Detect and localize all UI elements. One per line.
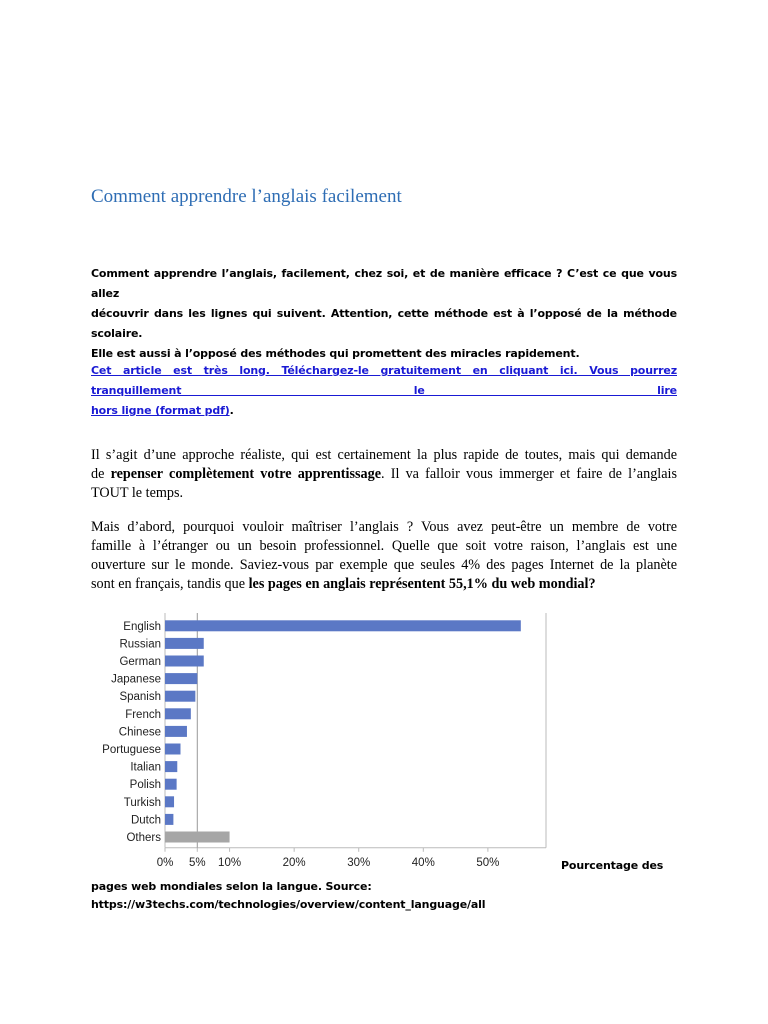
x-tick-label: 50% [476,856,500,869]
paragraph-line: Il s’agit d’une approche réaliste, qui est certainement la plus rapide de toutes, mais qui demande [91,447,677,463]
intro-line: découvrir dans les lignes qui suivent. Attention, cette méthode est à l’opposé de la méthode scolaire. [91,307,677,340]
source-url: https://w3techs.com/technologies/overview/content_language/all [91,898,486,911]
bar-portuguese [165,744,180,755]
download-notice [91,361,677,421]
category-label: German [119,656,161,668]
bar-dutch [165,814,173,825]
intro-line: Comment apprendre l’anglais, facilement, chez soi, et de manière efficace ? C’est ce que vous allez [91,267,677,300]
x-tick-label: 5% [188,856,206,869]
bar-japanese [165,673,197,684]
paragraph-line [91,575,677,594]
x-tick-label: 20% [282,856,306,869]
text-run: sont en français, tandis que [91,576,249,592]
category-label: Spanish [119,691,161,704]
category-label: Portuguese [102,744,161,756]
category-label: English [123,620,161,633]
intro-paragraph [91,264,677,364]
emphasis-text: les pages en anglais représentent 55,1% du web mondial? [248,576,596,592]
bar-english [165,620,521,631]
category-label: Others [126,832,161,844]
figure-caption-text: pages web mondiales selon la langue. Source: [91,880,372,893]
category-label: Turkish [123,796,161,809]
bar-polish [165,779,177,790]
download-notice-end: . [229,404,234,417]
x-tick-label: 10% [218,856,242,869]
category-label: Russian [119,638,161,651]
category-label: Japanese [111,673,161,686]
body-paragraph-approach [91,446,677,503]
download-pdf-link-continued[interactable]: hors ligne (format pdf) [91,404,230,417]
x-tick-label: 30% [347,856,371,869]
text-run: . Il va falloir vous immerger et faire de l’anglais [381,466,677,482]
bar-russian [165,638,204,649]
figure-caption [91,878,691,914]
category-label: Chinese [118,726,161,739]
article-title: Comment apprendre l’anglais facilement [91,186,402,207]
bar-chinese [165,726,187,737]
download-pdf-link[interactable]: Cet article est très long. Téléchargez-le gratuitement en cliquant ici. Vous pourrez tranquillement le lire [91,364,677,397]
paragraph-line: ouverture sur le monde. Saviez-vous par exemple que seules 4% des pages Internet de la planète [91,557,677,573]
intro-line: Elle est aussi à l’opposé des méthodes qui promettent des miracles rapidement. [91,347,580,360]
category-label: Italian [130,761,161,774]
x-tick-label: 0% [156,856,174,869]
x-tick-label: 40% [411,856,435,869]
category-label: Dutch [130,814,161,827]
category-label: French [125,708,161,721]
emphasis-text: repenser complètement votre apprentissage [110,466,382,482]
bar-german [165,656,204,667]
paragraph-line [91,465,677,484]
language-share-bar-chart [88,608,558,878]
body-paragraph-why [91,518,677,594]
bar-others [165,832,230,843]
category-label: Polish [129,779,161,792]
paragraph-line: famille à l’étranger ou un besoin professionnel. Quelle que soit votre raison, l’anglais est une [91,538,677,554]
paragraph-line: Mais d’abord, pourquoi vouloir maîtriser l’anglais ? Vous avez peut-être un membre de votre [91,519,677,535]
bar-italian [165,761,177,772]
bar-french [165,708,191,719]
figure-caption-start: Pourcentage des [561,859,664,872]
paragraph-line: TOUT le temps. [91,485,184,501]
bar-spanish [165,691,195,702]
bar-turkish [165,796,174,807]
text-run: de [91,466,111,482]
